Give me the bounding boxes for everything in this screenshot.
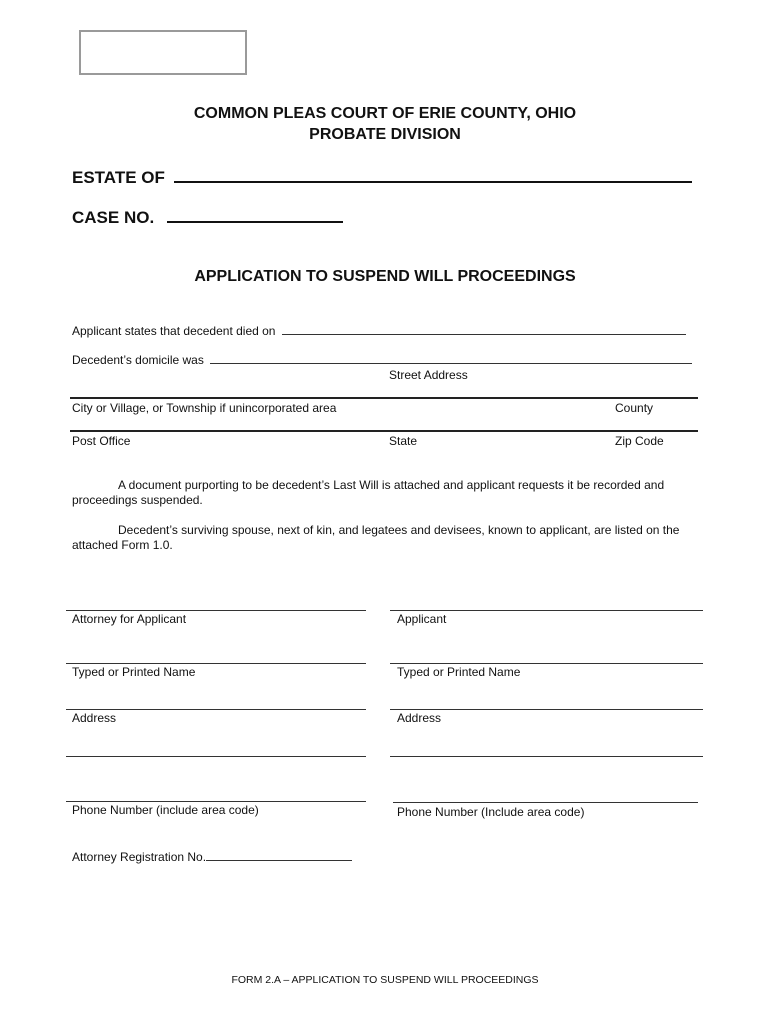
court-name: COMMON PLEAS COURT OF ERIE COUNTY, OHIO — [193, 105, 577, 122]
applicant-phone-line[interactable] — [393, 802, 698, 803]
city-label: City or Village, or Township if unincorporated area — [72, 401, 337, 415]
will-attached-paragraph: A document purporting to be decedent’s Last Will is attached and applicant requests it be recorded and proceedings suspended. — [72, 478, 665, 507]
county-label: County — [615, 401, 654, 415]
attorney-signature-line[interactable] — [66, 610, 366, 611]
date-of-death-label: Applicant states that decedent died on — [72, 324, 276, 338]
case-no-blank[interactable] — [167, 205, 343, 223]
applicant-label: Applicant — [397, 612, 447, 626]
attorney-typed-name-label: Typed or Printed Name — [72, 665, 196, 679]
applicant-typed-name-label: Typed or Printed Name — [397, 665, 521, 679]
attorney-for-applicant-label: Attorney for Applicant — [72, 612, 187, 626]
date-of-death-blank[interactable] — [282, 323, 686, 335]
form-title: APPLICATION TO SUSPEND WILL PROCEEDINGS — [194, 268, 576, 285]
applicant-signature-line[interactable] — [390, 610, 703, 611]
estate-of-field[interactable] — [72, 165, 692, 188]
domicile-blank[interactable] — [210, 352, 692, 364]
estate-of-label: ESTATE OF — [72, 168, 165, 187]
domicile-field[interactable] — [72, 352, 692, 367]
attorney-registration-field[interactable] — [72, 849, 352, 864]
case-no-label: CASE NO. — [72, 208, 155, 227]
city-county-line[interactable] — [70, 397, 698, 399]
attorney-address-line-2[interactable] — [66, 756, 366, 757]
date-of-death-field[interactable] — [72, 323, 686, 338]
applicant-phone-label: Phone Number (Include area code) — [397, 805, 585, 819]
post-office-label: Post Office — [72, 434, 131, 448]
form-footer: FORM 2.A – APPLICATION TO SUSPEND WILL PROCEEDINGS — [231, 974, 539, 986]
zip-code-label: Zip Code — [615, 434, 664, 448]
domicile-label: Decedent’s domicile was — [72, 353, 204, 367]
applicant-address-label: Address — [397, 711, 442, 725]
division-name: PROBATE DIVISION — [309, 126, 461, 143]
attorney-address-label: Address — [72, 711, 117, 725]
next-of-kin-paragraph: Decedent’s surviving spouse, next of kin, and legatees and devisees, known to applicant, are listed on the attached Form 1.0. — [72, 523, 680, 552]
attorney-phone-label: Phone Number (include area code) — [72, 803, 259, 817]
attorney-typed-name-line[interactable] — [66, 663, 366, 664]
state-label: State — [389, 434, 418, 448]
case-no-field[interactable] — [72, 205, 343, 228]
post-office-line[interactable] — [70, 430, 698, 432]
clerk-stamp-box — [79, 30, 247, 75]
applicant-typed-name-line[interactable] — [390, 663, 703, 664]
attorney-registration-label: Attorney Registration No. — [72, 850, 207, 864]
attorney-phone-line[interactable] — [66, 801, 366, 802]
applicant-address-line[interactable] — [390, 709, 703, 710]
street-address-label: Street Address — [389, 368, 468, 382]
applicant-address-line-2[interactable] — [390, 756, 703, 757]
estate-of-blank[interactable] — [174, 165, 692, 183]
attorney-registration-blank[interactable] — [206, 849, 352, 861]
attorney-address-line[interactable] — [66, 709, 366, 710]
